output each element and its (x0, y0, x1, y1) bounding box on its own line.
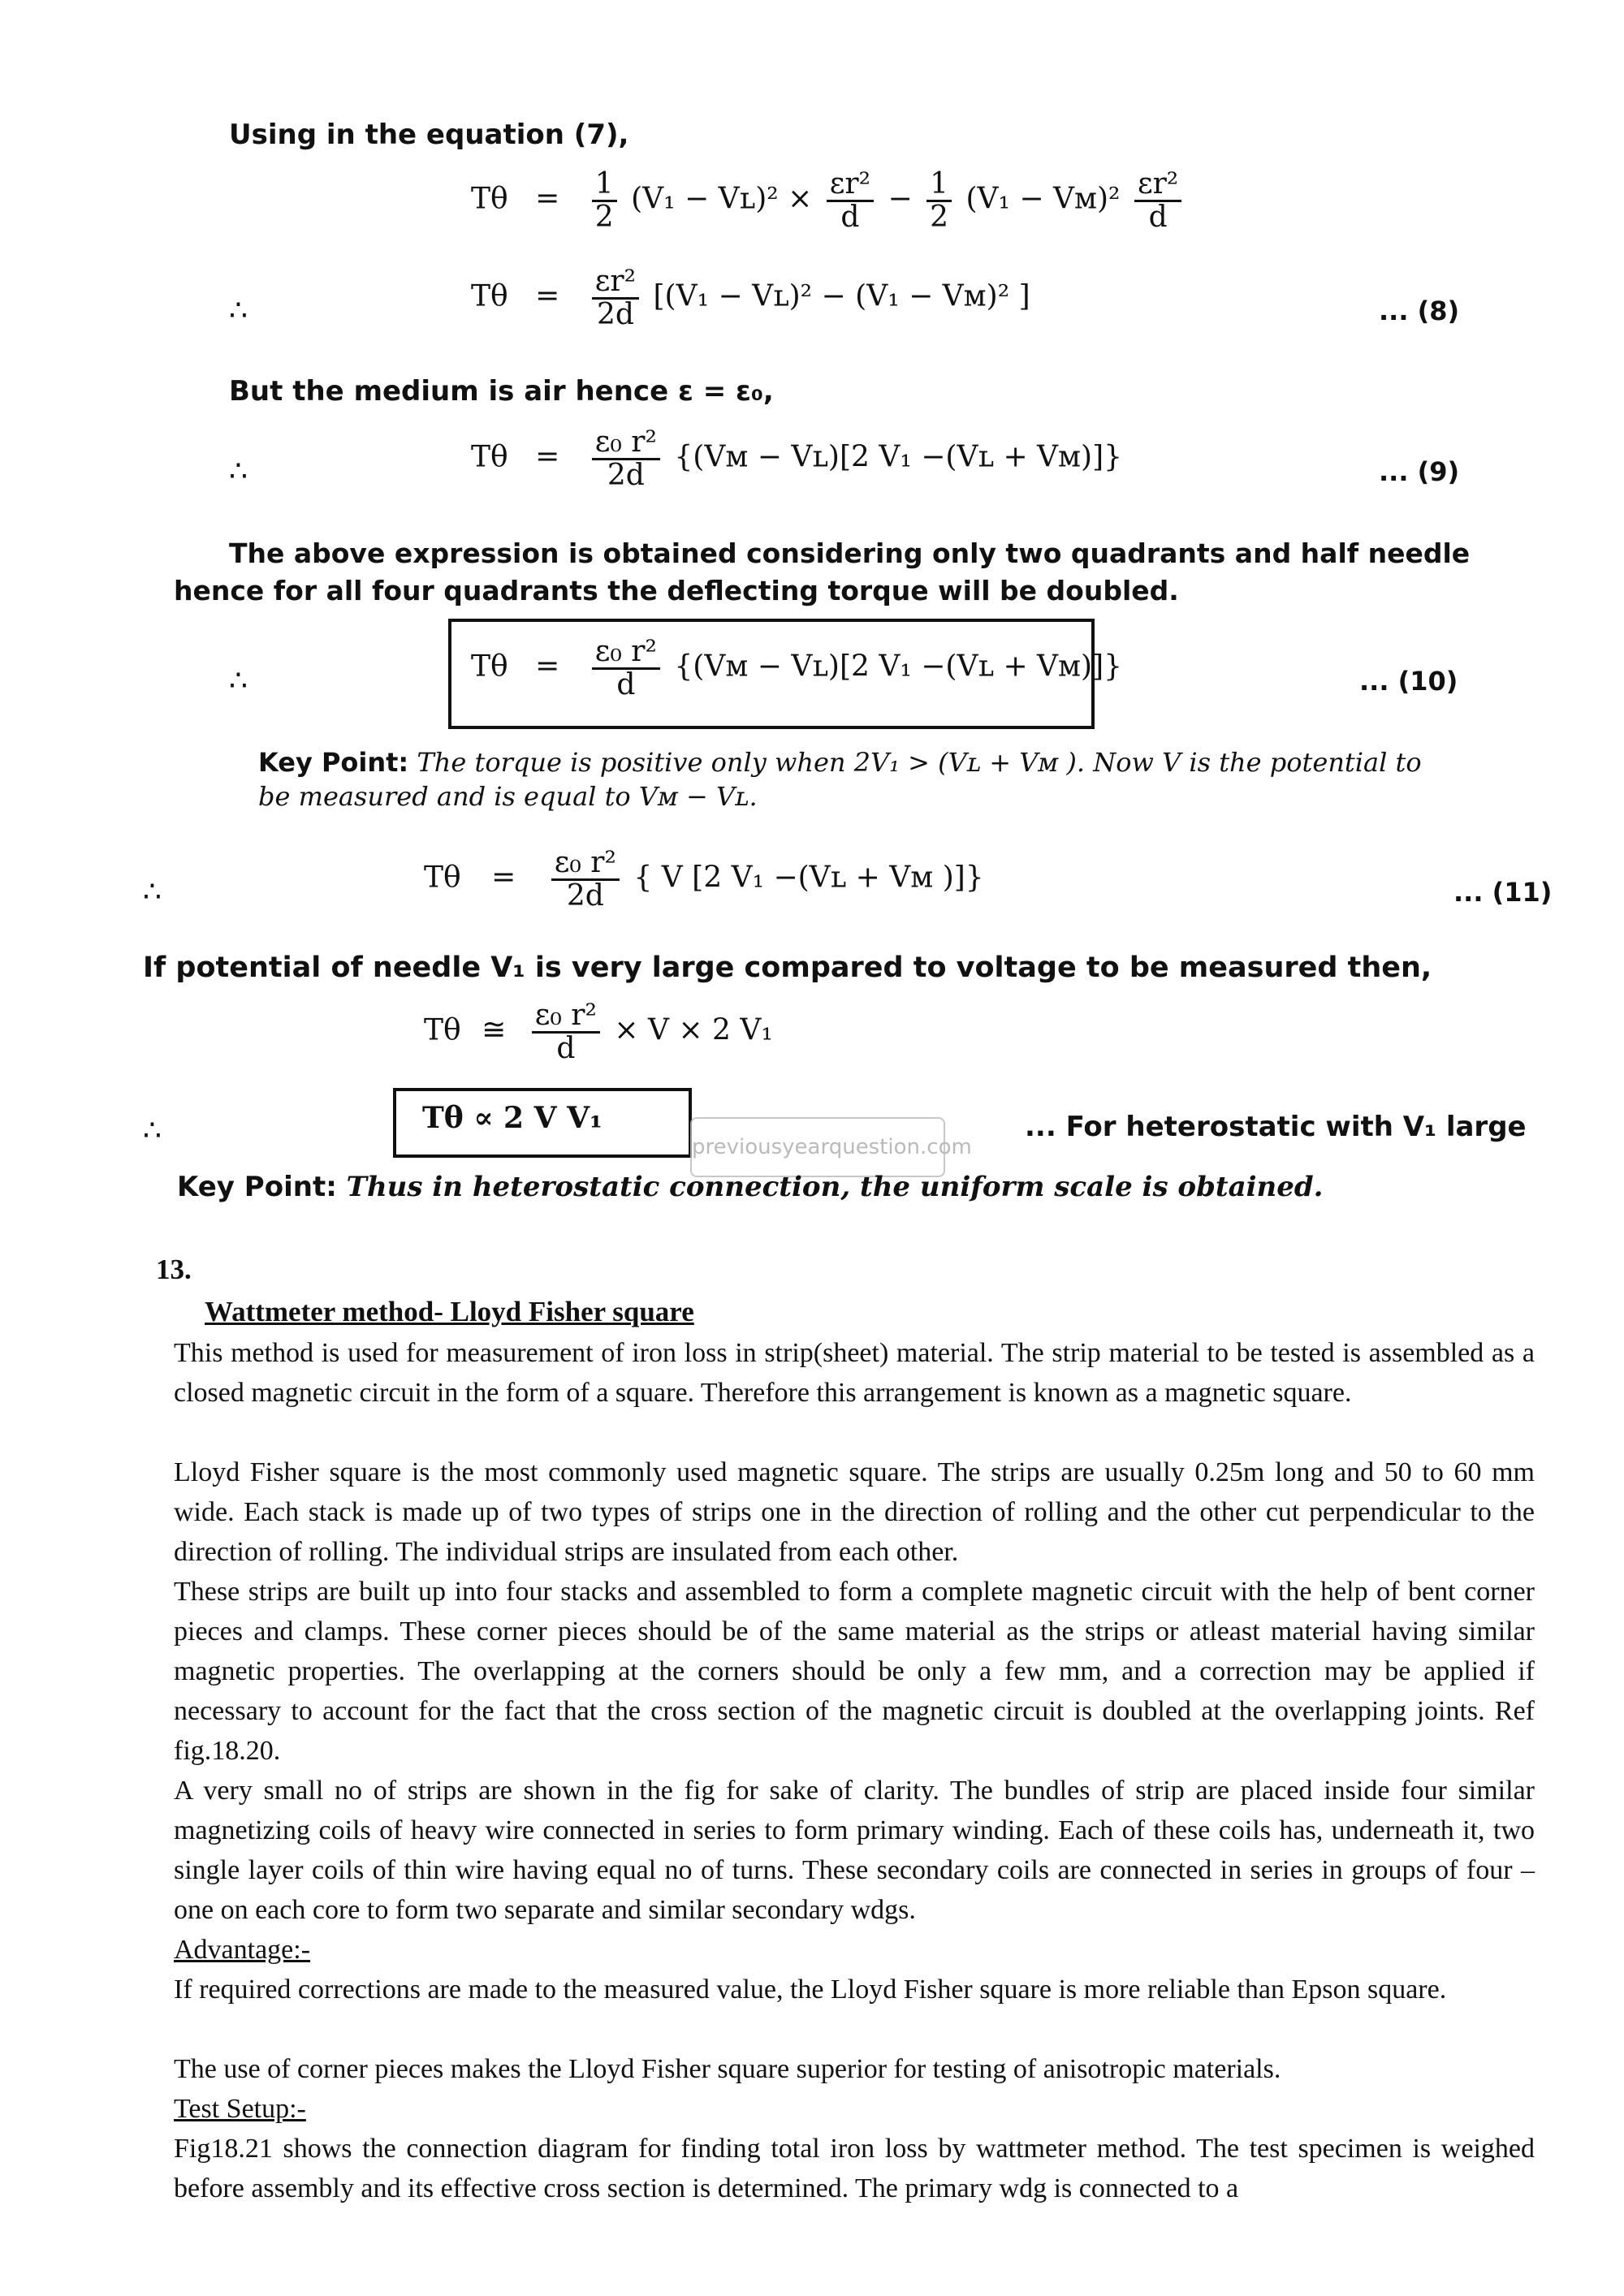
air-line: But the medium is air hence ε = ε₀, (229, 375, 774, 408)
eq12-frac: $\frac{\text{ε₀ r²}}{d}$ (532, 1000, 600, 1064)
eq8-lhs: Tθ (471, 279, 508, 313)
paragraph-6: The use of corner pieces makes the Lloyd Fisher square superior for testing of anisotropic materials. (174, 2054, 1281, 2084)
eq9-lhs: Tθ (471, 440, 508, 474)
eq11-tag: ... (11) (1453, 877, 1553, 908)
quadrants-line-2: hence for all four quadrants the deflecting torque will be doubled. (174, 575, 1179, 606)
intro-line: Using in the equation (7), (229, 119, 629, 151)
paragraph-4: A very small no of strips are shown in the fig for sake of clarity. The bundles of strip are placed inside four similar magnetizing coils of heavy wire connected in series to form primary winding. Each of these coils has, underneath it, two single layer coils of thin wire having equal no of turns. These secondary coils are connected in series in groups of four – one on each core to form two separate and similar secondary wdgs. (174, 1776, 1535, 1925)
eq13-therefore: ∴ (143, 1114, 162, 1147)
eq9-tag: ... (9) (1379, 456, 1460, 487)
eq10-body: {(Vᴍ − Vʟ)[2 V₁ −(Vʟ + Vᴍ)]} (674, 650, 1123, 684)
advantage-heading: Advantage:- (174, 1935, 311, 1965)
eq9-equals: = (535, 440, 560, 474)
eq7-term1: (V₁ − Vʟ)² × (631, 182, 813, 216)
eq7-frac-1: $\frac{\text{εr²}}{d}$ (827, 169, 874, 233)
eq10-equals: = (535, 650, 560, 684)
eq8-body: [(V₁ − Vʟ)² − (V₁ − Vᴍ)² ] (653, 279, 1030, 313)
equation-11 (424, 848, 984, 912)
eq12-body: × V × 2 V₁ (614, 1013, 773, 1047)
key-point-1-text-1: The torque is positive only when 2V₁ > (Vʟ + Vᴍ ). Now V is the potential to (417, 747, 1422, 778)
key-point-2-label: Key Point: (177, 1171, 337, 1203)
eq13-note: ... For heterostatic with V₁ large (1025, 1111, 1527, 1143)
eq9-body: {(Vᴍ − Vʟ)[2 V₁ −(Vʟ + Vᴍ)]} (674, 440, 1123, 474)
key-point-1-line-2: be measured and is equal to Vᴍ − Vʟ. (258, 781, 758, 812)
eq7-frac-2: $\frac{\text{εr²}}{d}$ (1134, 169, 1181, 233)
eq7-half-1: $\frac{1}{2}$ (592, 169, 617, 233)
equation-12 (424, 1000, 773, 1064)
paragraph-1: This method is used for measurement of iron loss in strip(sheet) material. The strip material to be tested is assembled as a closed magnetic circuit in the form of a square. Therefore this arrangement is known as a magnetic square. (174, 1338, 1535, 1408)
key-point-1-line-1 (258, 747, 1422, 778)
eq11-therefore: ∴ (143, 875, 162, 908)
paragraph-7: Fig18.21 shows the connection diagram for finding total iron loss by wattmeter method. The test specimen is weighed before assembly and its effective cross section is determined. The primary wdg is connected to a (174, 2134, 1535, 2203)
eq10-therefore: ∴ (229, 664, 248, 697)
paragraph-5: If required corrections are made to the measured value, the Lloyd Fisher square is more reliable than Epson square. (174, 1974, 1447, 2005)
eq8-therefore: ∴ (229, 294, 248, 327)
eq10-lhs: Tθ (471, 650, 508, 684)
eq10-frac: $\frac{\text{ε₀ r²}}{d}$ (592, 637, 660, 701)
key-point-label: Key Point: (258, 747, 409, 778)
equation-10 (471, 637, 1122, 701)
paragraph-2: Lloyd Fisher square is the most commonly used magnetic square. The strips are usually 0.25m long and 50 to 60 mm wide. Each stack is made up of two types of strips one in the direction of rolling and the other cut perpendicular to the direction of rolling. The individual strips are insulated from each other. (174, 1457, 1535, 1567)
watermark: previousyearquestion.com (690, 1117, 945, 1177)
equation-9 (471, 427, 1122, 491)
test-setup-heading: Test Setup:- (174, 2094, 306, 2124)
eq11-frac: $\frac{\text{ε₀ r²}}{2d}$ (551, 848, 620, 912)
eq9-frac: $\frac{\text{ε₀ r²}}{2d}$ (592, 427, 660, 491)
eq9-therefore: ∴ (229, 455, 248, 488)
eq7-equals: = (535, 182, 560, 216)
eq12-approx: ≅ (482, 1013, 507, 1047)
eq12-lhs: Tθ (424, 1013, 461, 1047)
paragraph-3: These strips are built up into four stacks and assembled to form a complete magnetic circuit with the help of bent corner pieces and clamps. These corner pieces should be of the same material as the strips or atleast material having similar magnetic properties. The overlapping at the corners should be only a few mm, and a correction may be applied if necessary to account for the fact that the cross section of the magnetic circuit is doubled at the overlapping joints. Ref fig.18.20. (174, 1577, 1535, 1766)
quadrants-line-1: The above expression is obtained considering only two quadrants and half needle (229, 537, 1471, 569)
section-title: Wattmeter method- Lloyd Fisher square (205, 1296, 694, 1327)
eq7-term2: (V₁ − Vᴍ)² (965, 182, 1121, 216)
eq7-minus: − (888, 182, 913, 216)
eq10-tag: ... (10) (1359, 666, 1458, 697)
equation-8 (471, 266, 1030, 330)
key-point-2 (177, 1171, 1324, 1203)
key-point-2-text: Thus in heterostatic connection, the uniform scale is obtained. (346, 1171, 1324, 1203)
eq8-tag: ... (8) (1379, 296, 1460, 326)
eq13-boxed: Tθ ∝ 2 V V₁ (422, 1101, 603, 1135)
eq11-equals: = (491, 861, 516, 895)
large-needle-line: If potential of needle V₁ is very large compared to voltage to be measured then, (143, 952, 1432, 984)
equation-7 (471, 169, 1186, 233)
eq8-equals: = (535, 279, 560, 313)
eq7-lhs: Tθ (471, 182, 508, 216)
eq7-half-2: $\frac{1}{2}$ (926, 169, 952, 233)
eq11-lhs: Tθ (424, 861, 461, 895)
question-number: 13. (156, 1254, 192, 1285)
eq8-frac: $\frac{\text{εr²}}{2d}$ (592, 266, 639, 330)
eq11-body: { V [2 V₁ −(Vʟ + Vᴍ )]} (633, 861, 984, 895)
